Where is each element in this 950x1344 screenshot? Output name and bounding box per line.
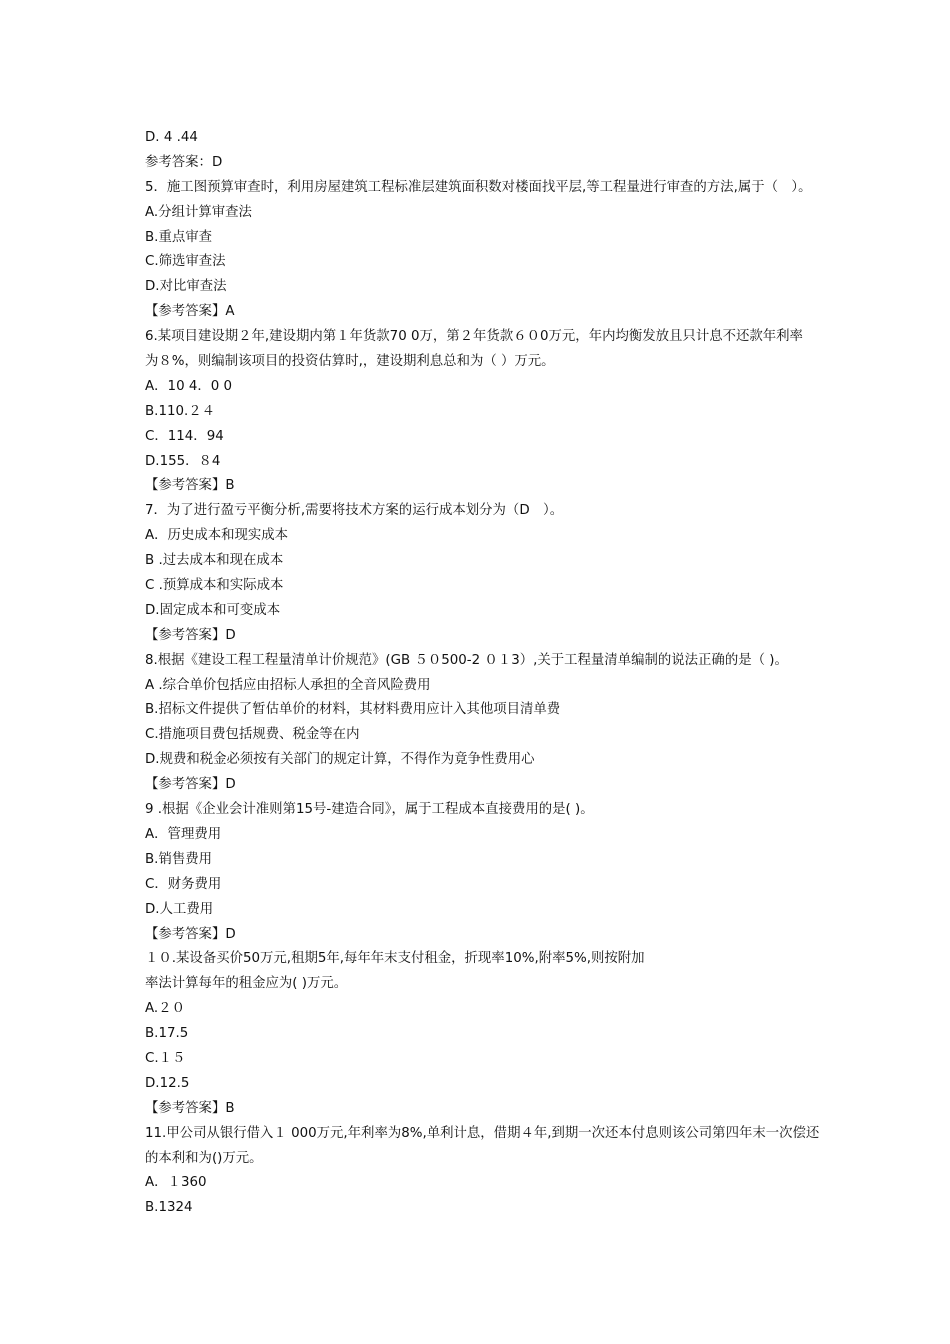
option-d-q5: D.对比审查法 [145,279,227,295]
answer-q4: 参考答案：D [145,154,223,170]
option-d-q9: D.人工费用 [145,901,214,917]
answer-q9: 【参考答案】D [145,926,236,942]
option-d-q4: D. 4 .44 [145,130,198,145]
question-11-line-1: 11.甲公司从银行借入１ 000万元,年利率为8%,单利计息，借期４年,到期一次还本付息则该公司第四年末一次偿还 [145,1125,820,1141]
question-10-line-1: １０.某设备买价50万元,租期5年,每年年末支付租金，折现率10%,附率5%,则按附加 [145,951,645,967]
question-6-line-2: 为８%，则编制该项目的投资估算时,，建设期利息总和为（ ）万元。 [145,354,555,370]
answer-q8: 【参考答案】D [145,777,236,793]
option-c-q6: C．114．94 [145,428,224,444]
option-c-q10: C.１５ [145,1050,186,1066]
option-c-q7: C .预算成本和实际成本 [145,578,284,594]
option-d-q10: D.12.5 [145,1075,190,1091]
option-b-q6: B.110.２４ [145,403,216,419]
answer-q6: 【参考答案】B [145,478,235,494]
option-d-q8: D.规费和税金必须按有关部门的规定计算，不得作为竟争性费用心 [145,752,535,768]
option-b-q11: B.1324 [145,1200,193,1216]
question-5: 5．施工图预算审查时，利用房屋建筑工程标准层建筑面积数对楼面找平层,等工程量进行审查的方法,属于（ ）。 [145,179,812,195]
option-a-q7: A．历史成本和现实成本 [145,528,289,544]
option-b-q9: B.销售费用 [145,851,213,867]
question-9: 9 .根据《企业会计准则第15号-建造合同》，属于工程成本直接费用的是( )。 [145,802,594,818]
option-b-q5: B.重点审查 [145,229,213,245]
option-a-q9: A．管理费用 [145,826,222,842]
option-c-q5: C.筛选审查法 [145,254,226,270]
option-d-q7: D.固定成本和可变成本 [145,602,281,618]
answer-q7: 【参考答案】D [145,627,236,643]
answer-q10: 【参考答案】B [145,1100,235,1116]
document-body [145,126,905,1221]
answer-q5: 【参考答案】A [145,304,235,320]
option-a-q5: A.分组计算审查法 [145,204,252,220]
option-b-q10: B.17.5 [145,1026,189,1042]
option-c-q9: C．财务费用 [145,876,222,892]
option-a-q6: A．10 4．0 0 [145,378,233,394]
option-a-q10: A.２０ [145,1001,185,1017]
option-a-q8: A .综合单价包括应由招标人承担的全音风险费用 [145,677,431,693]
question-8: 8.根据《建设工程工程量清单计价规范》(GB ５０500-2 ０１3）,关于工程量清单编制的说法正确的是（ )。 [145,652,788,668]
question-6-line-1: 6.某项目建设期２年,建设期内第１年货款70 0万，第２年货款６０0万元，年内均衡发放且只计息不还款年利率 [145,329,803,345]
question-11-line-2: 的本利和为()万元。 [145,1150,263,1166]
option-d-q6: D.155．８4 [145,453,221,469]
option-c-q8: C.措施项目费包括规费、税金等在内 [145,727,360,743]
option-b-q7: B .过去成本和现在成本 [145,553,284,569]
question-10-line-2: 率法计算每年的租金应为( )万元。 [145,976,348,992]
option-b-q8: B.招标文件提供了暂估单价的材料，其材料费用应计入其他项目清单费 [145,702,561,718]
option-a-q11: A．１360 [145,1175,207,1191]
question-7: 7．为了进行盈亏平衡分析,需要将技术方案的运行成本划分为（D ）。 [145,503,564,519]
